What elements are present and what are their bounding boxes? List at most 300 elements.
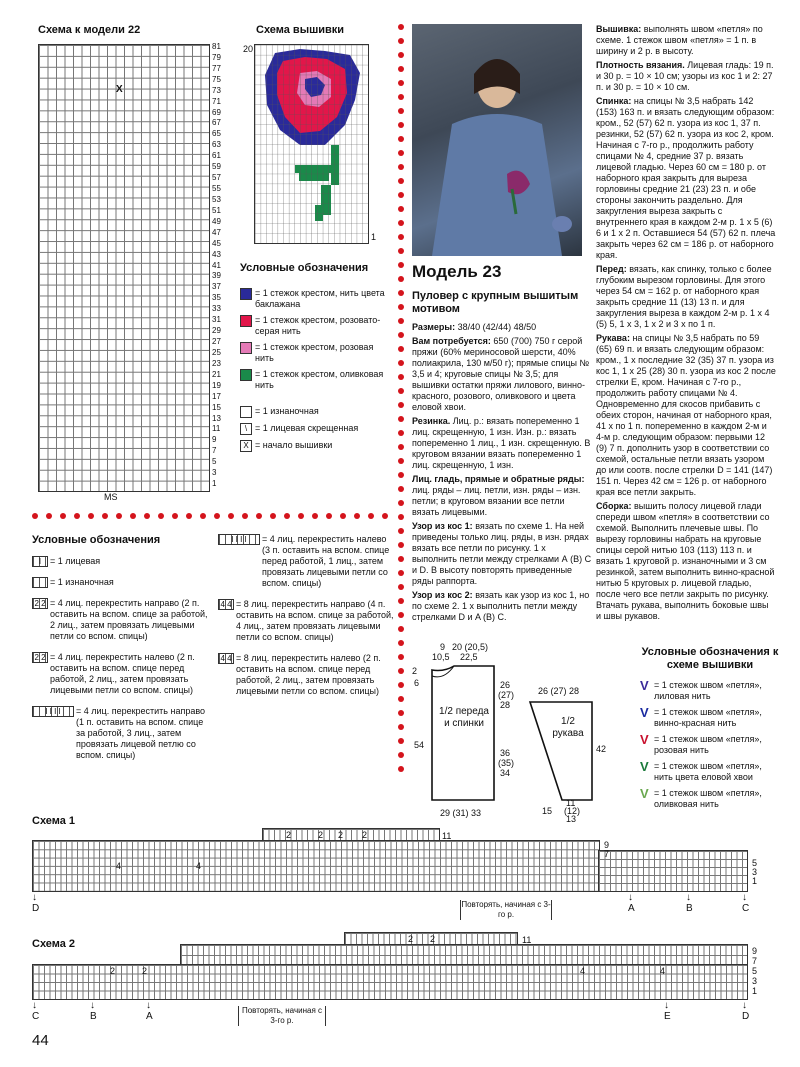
scheme22-row-number: 59 <box>212 162 221 172</box>
main-legend-text: = 4 лиц. перекрестить налево (2 п. оставить на вспом. спице перед работой, 2 лиц., затем провязать лицевыми петли со вспом. спицы) <box>50 652 195 695</box>
scheme22-row-number: 57 <box>212 173 221 183</box>
pattern-body-right2-c: 34 <box>500 768 511 778</box>
model23-subtitle: Пуловер с крупным вышитым мотивом <box>412 290 579 315</box>
scheme1-arrow-d-label: D <box>32 903 40 914</box>
red-dot <box>102 513 108 519</box>
right-column-text <box>596 24 776 625</box>
red-dot <box>398 528 404 534</box>
embroidery-motif-grid <box>254 44 369 244</box>
main-legend-text: = 4 лиц. перекрестить налево (3 п. оставить на вспом. спице перед работой, 1 лиц., затем провязать лицевыми петли со вспом. спицы) <box>262 534 390 588</box>
embroidery-legend-text: = 1 изнаночная <box>255 406 319 416</box>
scheme2-row-9: 9 <box>752 946 758 956</box>
scheme22-ms-label: MS <box>104 492 118 502</box>
embroidery-stitch-legend <box>640 646 780 815</box>
embroidery-legend-text: = 1 стежок крестом, нить цвета баклажана <box>255 288 385 309</box>
scheme1-arrow-a: ↓ A <box>628 892 635 914</box>
embroidery-scheme-top-number: 20 <box>243 44 254 54</box>
scheme22-start-mark: X <box>116 84 123 95</box>
red-dot <box>398 192 404 198</box>
symbol-box-icon: X <box>240 440 252 452</box>
model23-paragraph-text: 650 (700) 750 г серой пряжи (60% мериносовой шерсти, 40% полиакрила, 130 м/50 г); прямые спицы № 3,5 и 4; круговые спицы № 3,5; для вышивки остатки пряжи лилового, винно-красного, розового, оливкового и цвета еловой хвои. <box>412 336 590 412</box>
main-legend-items-col2 <box>218 534 396 697</box>
scheme1-arrow-a-label: A <box>628 903 635 914</box>
scheme22-row-number: 1 <box>212 479 217 489</box>
red-dot <box>144 513 150 519</box>
scheme1-repeat-note: Повторять, начиная с 3-го р. <box>461 900 551 919</box>
scheme2-arrow-c: ↓ C <box>32 1000 40 1022</box>
main-legend-col2 <box>218 534 396 707</box>
symbol-box-icon <box>240 406 252 418</box>
flower-motif <box>255 45 368 243</box>
red-dot <box>398 444 404 450</box>
red-dot <box>172 513 178 519</box>
right-column-paragraph <box>596 96 776 261</box>
red-dot <box>398 150 404 156</box>
scheme1-row-1: 1 <box>752 876 758 886</box>
scheme22-row-number: 61 <box>212 151 221 161</box>
red-dot <box>398 584 404 590</box>
scheme2-row-7: 7 <box>752 956 758 966</box>
red-dot <box>326 513 332 519</box>
scheme22-grid <box>38 44 210 492</box>
embroidery-scheme-bottom-number: 1 <box>371 232 377 242</box>
red-dot <box>398 164 404 170</box>
pattern-body-top-d: 22,5 <box>460 652 478 662</box>
main-legend-text: = 8 лиц. перекрестить направо (4 п. оставить на вспом. спице за работой, 4 лиц., затем провязать лицевыми петли со вспом. спицы) <box>236 599 394 642</box>
pattern-sleeve-bottom-right-b: (12) <box>564 806 581 816</box>
red-dot <box>46 513 52 519</box>
pattern-body-height: 54 <box>414 740 425 750</box>
model23-paragraph-label: Узор из кос 1: <box>412 521 473 531</box>
scheme2-cable-label-3: 2 <box>110 966 116 976</box>
symbol-box-icon: \ <box>240 423 252 435</box>
embroidery-stitch-legend-title: Условные обозначения к схеме вышивки <box>641 646 779 671</box>
scheme2-arrow-e: ↓ E <box>664 1000 671 1022</box>
scheme22-row-number: 43 <box>212 249 221 259</box>
model23-paragraph-label: Лиц. гладь, прямые и обратные ряды: <box>412 474 585 484</box>
pattern-body-right2-a: 36 <box>500 748 511 758</box>
embroidery-legend-text: = начало вышивки <box>255 440 333 450</box>
right-column-paragraph-text: выполнять швом «петля» по схеме. 1 стежок швом «петля» = 1 п. в ширину и 2 р. в высоту. <box>596 24 763 56</box>
embroidery-legend <box>240 262 390 457</box>
red-dot <box>398 374 404 380</box>
main-legend-text: = 4 лиц. перекрестить направо (1 п. оставить на вспом. спице за работой, 3 лиц., затем провязать лицевой петлю со вспом. спицы) <box>76 706 206 760</box>
scheme22-row-number: 47 <box>212 227 221 237</box>
embroidery-legend-items2 <box>240 406 390 452</box>
scheme2-arrow-c-label: C <box>32 1011 40 1022</box>
embroidery-legend-item <box>240 423 390 435</box>
red-dot <box>398 38 404 44</box>
scheme22-row-number: 29 <box>212 326 221 336</box>
red-dot <box>200 513 206 519</box>
main-legend-text: = 1 лицевая <box>50 556 101 566</box>
scheme1-arrow-c: ↓ C <box>742 892 750 914</box>
red-dot <box>398 542 404 548</box>
red-dot <box>398 360 404 366</box>
scheme22-row-number: 81 <box>212 42 221 51</box>
pattern-body-right-b: (27) <box>498 690 515 700</box>
main-legend-item <box>32 556 212 567</box>
scheme1-cable-label-2: 2 <box>318 830 324 840</box>
right-column-paragraph <box>596 264 776 330</box>
red-dot <box>398 430 404 436</box>
red-dot <box>398 80 404 86</box>
pattern-sleeve-bottom-right-a: 11 <box>566 798 576 808</box>
embroidery-legend-text: = 1 стежок крестом, розовато-серая нить <box>255 315 381 336</box>
scheme22-row-number: 77 <box>212 63 221 73</box>
model23-paragraph-text: Лиц. р.: вязать попеременно 1 лиц. скрещенную, 1 изн. Изн. р.: вязать попеременно 1 лиц., 1 изн. скрещенную. В круговом вязании вязать попеременно 1 лиц. скрещенную, 1 изн. <box>412 416 591 470</box>
pattern-body-bottom: 29 (31) 33 <box>440 808 482 818</box>
scheme22-title: Схема к модели 22 <box>38 24 141 36</box>
scheme22-row-number: 79 <box>212 52 221 62</box>
main-legend-text: = 1 изнаночная <box>50 577 114 587</box>
red-dot <box>398 388 404 394</box>
red-dot <box>256 513 262 519</box>
red-dot <box>398 612 404 618</box>
model23-paragraph-label: Размеры: <box>412 322 456 332</box>
right-column-paragraph-label: Спинка: <box>596 96 632 106</box>
scheme22-row-number: 33 <box>212 304 221 314</box>
red-dot <box>340 513 346 519</box>
red-dot <box>158 513 164 519</box>
main-legend-item <box>32 577 212 588</box>
main-legend-title: Условные обозначения <box>32 534 161 546</box>
scheme22-row-number: 25 <box>212 347 221 357</box>
red-dot <box>60 513 66 519</box>
scheme2-cable-label-5: 4 <box>580 966 586 976</box>
cable-symbol-icon: 4 4 <box>218 653 234 664</box>
model-photo <box>412 24 582 256</box>
pattern-body-left-top2: 6 <box>414 678 420 688</box>
pattern-sleeve-bottom-left: 15 <box>542 806 553 816</box>
red-dot-divider-horizontal <box>32 513 396 519</box>
scheme2-cable-label-2: 2 <box>430 934 436 944</box>
pattern-body-label: 1/2 переда и спинки <box>439 706 489 729</box>
scheme1-arrow-c-label: C <box>742 903 750 914</box>
embroidery-stitch-legend-text: = 1 стежок швом «петля», винно-красная нить <box>654 707 762 728</box>
main-legend-item <box>32 652 212 696</box>
red-dot <box>270 513 276 519</box>
main-legend-item <box>218 534 396 589</box>
embroidery-legend-items <box>240 288 390 391</box>
right-column-paragraph-label: Перед: <box>596 264 627 274</box>
embroidery-legend-text: = 1 стежок крестом, розовая нить <box>255 342 374 363</box>
scheme22-row-number: 19 <box>212 380 221 390</box>
page-number: 44 <box>32 1032 49 1049</box>
pattern-sleeve-height: 42 <box>596 744 607 754</box>
red-dot <box>398 262 404 268</box>
pattern-sleeve-label: 1/2 рукава <box>552 716 584 739</box>
right-column-paragraph <box>596 501 776 622</box>
cable-symbol-icon: I <box>32 556 48 567</box>
scheme22-row-number: 67 <box>212 118 221 128</box>
embroidery-stitch-legend-text: = 1 стежок швом «петля», нить цвета еловой хвои <box>654 761 762 782</box>
main-legend-items <box>32 556 212 761</box>
red-dot <box>74 513 80 519</box>
embroidery-stitch-legend-text: = 1 стежок швом «петля», оливковая нить <box>654 788 762 809</box>
scheme22-row-number: 63 <box>212 140 221 150</box>
model23-paragraph-text: вязать по схеме 1. На ней приведены только лиц. ряды, в изн. рядах вязать все петли по рисунку. 1 х выполнить петли между стрелками А (В) С и D. В высоту повторять приведенные ряды раппорта. <box>412 521 592 586</box>
embroidery-legend-item <box>240 315 390 337</box>
pattern-sleeve-top: 26 (27) 28 <box>538 686 580 696</box>
scheme22-row-number: 53 <box>212 194 221 204</box>
embroidery-stitch-legend-item <box>640 680 780 702</box>
embroidery-stitch-legend-item <box>640 734 780 756</box>
red-dot <box>242 513 248 519</box>
scheme22-row-number: 13 <box>212 413 221 423</box>
scheme22-row-number: 51 <box>212 205 221 215</box>
red-dot <box>398 626 404 632</box>
scheme22-row-number: 39 <box>212 271 221 281</box>
scheme22-row-number: 71 <box>212 96 221 106</box>
red-dot <box>398 178 404 184</box>
red-dot <box>298 513 304 519</box>
scheme22-row-number: 9 <box>212 435 217 445</box>
color-swatch-icon <box>240 342 252 354</box>
cable-symbol-icon: 2 2 <box>32 598 48 609</box>
red-dot <box>398 248 404 254</box>
scheme22-row-number: 49 <box>212 216 221 226</box>
right-column-paragraph-label: Вышивка: <box>596 24 642 34</box>
red-dot <box>398 472 404 478</box>
red-dot <box>382 513 388 519</box>
model-photo-illustration <box>412 24 582 256</box>
scheme2-arrow-b: ↓ B <box>90 1000 97 1022</box>
scheme2-row-5: 5 <box>752 966 758 976</box>
right-column-paragraph-label: Рукава: <box>596 333 630 343</box>
main-legend-item <box>218 599 396 643</box>
pattern-body-right2-b: (35) <box>498 758 515 768</box>
red-dot <box>398 514 404 520</box>
red-dot <box>398 234 404 240</box>
embroidery-scheme-title: Схема вышивки <box>256 24 345 36</box>
red-dot <box>398 122 404 128</box>
model23-paragraph-label: Резинка. <box>412 416 451 426</box>
scheme22-row-number: 75 <box>212 74 221 84</box>
model23-paragraph <box>412 521 592 587</box>
main-legend-text: = 4 лиц. перекрестить направо (2 п. оставить на вспом. спице за работой, 2 лиц., затем провязать лицевыми петли со вспом. спицы) <box>50 598 208 641</box>
right-column-paragraph <box>596 333 776 498</box>
stitch-v-icon: V <box>640 678 649 693</box>
pattern-body-top-a: 9 <box>440 642 446 652</box>
right-column-paragraph-text: на спицы № 3,5 набрать по 59 (65) 69 п. и вязать следующим образом: кром., 1 х последние 32 (35) 37 п. узора из кос 1, 1 х 25 (28) 30 п. узора из кос 2 после стрелки E, кром. Начиная с 7-го р., продолжить работу спицами № 4. Одновременно для скосов прибавить с обеих сторон, начиная от наборного края, 41 х по 1 п. попеременно в каждом 2-м и 4-м р. следующим образом: первыми 12 (9) 7 п. дополнить узор в соответствии со схемой, остальные петли вязать узором до или соотв. после стрелки D = 141 (147) 151 п. Через 42 см = 126 р. от наборного края все петли закрыть. <box>596 333 776 497</box>
pattern-body-top-b: 10,5 <box>432 652 450 662</box>
pattern-body-left-top: 2 <box>412 666 418 676</box>
scheme1-cable-label-1: 2 <box>286 830 292 840</box>
embroidery-legend-item <box>240 369 390 391</box>
cable-symbol-icon: 4 4 <box>218 599 234 610</box>
scheme22-row-number: 27 <box>212 337 221 347</box>
scheme2-arrow-e-label: E <box>664 1011 671 1022</box>
model23-paragraph-text: лиц. ряды – лиц. петли, изн. ряды – изн. петли; в круговом вязании все петли вязать лицевыми. <box>412 485 581 517</box>
stitch-v-icon: V <box>640 786 649 801</box>
red-dot <box>398 318 404 324</box>
scheme1-grid-right <box>598 850 748 892</box>
model23-paragraph-label: Вам потребуется: <box>412 336 491 346</box>
scheme22-row-number: 11 <box>212 424 221 434</box>
stitch-v-icon: V <box>640 759 649 774</box>
scheme1-arrow-b-label: B <box>686 903 693 914</box>
model23-paragraph <box>412 590 592 623</box>
red-dot <box>32 513 38 519</box>
red-dot <box>398 458 404 464</box>
embroidery-legend-text: = 1 стежок крестом, оливковая нить <box>255 369 384 390</box>
main-legend-text: = 8 лиц. перекрестить налево (2 п. оставить на вспом. спице перед работой, 2 лиц., затем провязать лицевыми петли со вспом. спицы) <box>236 653 381 696</box>
scheme22-row-number: 7 <box>212 446 217 456</box>
scheme1-cable-label-5: 4 <box>116 861 122 871</box>
scheme1-row-3: 3 <box>752 867 758 877</box>
embroidery-stitch-legend-text: = 1 стежок швом «петля», лиловая нить <box>654 680 762 701</box>
red-dot <box>186 513 192 519</box>
scheme1-arrow-b: ↓ B <box>686 892 693 914</box>
color-swatch-icon <box>240 288 252 300</box>
model23-text <box>412 322 592 623</box>
main-legend <box>32 534 212 771</box>
scheme1-row-7: 7 <box>604 849 610 859</box>
cable-symbol-icon <box>32 577 48 588</box>
red-dot <box>398 598 404 604</box>
embroidery-legend-item <box>240 342 390 364</box>
stitch-v-icon: V <box>640 732 649 747</box>
embroidery-stitch-legend-item <box>640 788 780 810</box>
red-dot <box>116 513 122 519</box>
red-dot <box>284 513 290 519</box>
scheme22-row-numbers <box>212 42 232 490</box>
red-dot <box>398 332 404 338</box>
color-swatch-icon <box>240 369 252 381</box>
embroidery-stitch-legend-text: = 1 стежок швом «петля», розовая нить <box>654 734 762 755</box>
main-legend-item <box>32 706 212 761</box>
embroidery-stitch-legend-item <box>640 761 780 783</box>
scheme2-arrow-a: ↓ A <box>146 1000 153 1022</box>
scheme1-row-5: 5 <box>752 858 758 868</box>
scheme2-cable-label-1: 2 <box>408 934 414 944</box>
pattern-body-right-c: 28 <box>500 700 511 710</box>
scheme1-cable-label-3: 2 <box>338 830 344 840</box>
red-dot <box>398 556 404 562</box>
red-dot <box>354 513 360 519</box>
main-legend-item <box>218 653 396 697</box>
model23-section <box>412 262 592 626</box>
scheme1-cable-label-4: 2 <box>362 830 368 840</box>
scheme22-row-number: 35 <box>212 293 221 303</box>
scheme2-row-3: 3 <box>752 976 758 986</box>
red-dot <box>398 570 404 576</box>
red-dot <box>398 66 404 72</box>
scheme22-row-number: 3 <box>212 468 217 478</box>
scheme22-row-number: 21 <box>212 369 221 379</box>
scheme22-row-number: 69 <box>212 107 221 117</box>
right-column-paragraph-text: вязать, как спинку, только с более глубоким вырезом горловины. Для этого через 54 см = 162 р. от наборного края закрыть средние 11 (13) 13 п. и для закругления выреза в каждом 2-м р. 1 х 4 (5) 5, 1 х 3, 1 х 2 и 3 х по 1 п. <box>596 264 772 329</box>
scheme22-row-number: 15 <box>212 402 221 412</box>
embroidery-legend-item <box>240 288 390 310</box>
red-dot <box>398 206 404 212</box>
cable-symbol-icon: I I I I <box>32 706 74 717</box>
pattern-body-top-c: 20 (20,5) <box>452 642 489 652</box>
scheme1-cable-label-6: 4 <box>196 861 202 871</box>
pattern-body-right-a: 26 <box>500 680 511 690</box>
scheme2-row-11: 11 <box>522 935 532 945</box>
red-dot <box>398 346 404 352</box>
red-dot <box>398 108 404 114</box>
red-dot <box>398 52 404 58</box>
scheme2-arrow-d: ↓ D <box>742 1000 750 1022</box>
red-dot <box>398 276 404 282</box>
main-legend-item <box>32 598 212 642</box>
right-column-paragraph-text: на спицы № 3,5 набрать 142 (153) 163 п. и вязать следующим образом: кром., 52 (57) 62 п. узора из кос 1, 37 п. резинки, 52 (57) 62 п. узора из кос 2, кром. Начиная с 7-го р., продолжить работу спицами № 4, средние 37 р. вязать лицевой гладью. Через 60 см = 180 р. от наборного края закрыть для выреза горловины средние 21 (23) 23 п. и обе стороны закончить раздельно. Для закругления выреза закрыть с внутреннего края в каждом 2-м р. 1 х 5 (6) 6 и 1 х 2 п. Оставшиеся 54 (57) 62 п. плеча закрыть через 62 см = 186 р. от наборного края. <box>596 96 776 260</box>
scheme2-repeat-note: Повторять, начиная с 3-го р. <box>238 1006 326 1026</box>
red-dot <box>398 500 404 506</box>
red-dot <box>214 513 220 519</box>
red-dot <box>130 513 136 519</box>
red-dot <box>368 513 374 519</box>
model23-paragraph <box>412 322 592 333</box>
cable-symbol-icon: I I I I <box>218 534 260 545</box>
right-column-paragraph-label: Плотность вязания. <box>596 60 685 70</box>
scheme22-row-number: 41 <box>212 260 221 270</box>
embroidery-legend-item <box>240 406 390 418</box>
red-dot <box>398 220 404 226</box>
scheme22-row-number: 31 <box>212 315 221 325</box>
stitch-v-icon: V <box>640 705 649 720</box>
scheme22-row-number: 17 <box>212 391 221 401</box>
red-dot <box>398 24 404 30</box>
scheme2-arrow-d-label: D <box>742 1011 750 1022</box>
model23-paragraph <box>412 474 592 518</box>
right-column-paragraph-text: вышить полосу лицевой глади спереди швом «петля» в соответствии со схемой. Выполнить плечевые швы. По вырезу горловины набрать на круговые спицы серой нитью 103 (113) 113 п. и вязать 1 круговой р. изнаночными и 3 см резинкой, затем выполнить винно-красной нитью 5 круговых р. лицевой гладью, после чего все петли закрыть по рисунку. Втачать рукава, выполнить боковые швы и швы рукавов. <box>596 501 775 621</box>
scheme22-row-number: 45 <box>212 238 221 248</box>
right-column-paragraph-label: Сборка: <box>596 501 632 511</box>
right-column-paragraph-text: Лицевая гладь: 19 п. и 30 р. = 10 × 10 см; узоры из кос 1 и 2: 27 п. и 30 р. = 10 × 10 см. <box>596 60 774 92</box>
right-column-paragraph <box>596 24 776 57</box>
red-dot <box>398 136 404 142</box>
embroidery-legend-title: Условные обозначения <box>240 262 369 274</box>
model23-paragraph <box>412 336 592 413</box>
scheme1-title: Схема 1 <box>32 815 76 827</box>
model23-paragraph <box>412 416 592 471</box>
red-dot <box>398 304 404 310</box>
red-dot <box>88 513 94 519</box>
scheme22-row-number: 65 <box>212 129 221 139</box>
scheme22-row-number: 23 <box>212 358 221 368</box>
red-dot <box>228 513 234 519</box>
scheme1-row-11: 11 <box>442 831 452 841</box>
red-dot <box>398 94 404 100</box>
right-column-paragraph <box>596 60 776 93</box>
scheme1-row-9: 9 <box>604 840 610 850</box>
scheme2-arrow-b-label: B <box>90 1011 97 1022</box>
embroidery-legend-item <box>240 440 390 452</box>
embroidery-legend-text: = 1 лицевая скрещенная <box>255 423 359 433</box>
scheme2-grid <box>32 964 748 1000</box>
scheme22-row-number: 37 <box>212 282 221 292</box>
embroidery-stitch-legend-items <box>640 680 780 810</box>
cable-symbol-icon: 2 2 <box>32 652 48 663</box>
model23-paragraph-text: 38/40 (42/44) 48/50 <box>455 322 537 332</box>
model23-paragraph-text: вязать как узор из кос 1, но по схеме 2. 1 х выполнить петли между стрелками D и A (B) C. <box>412 590 590 622</box>
red-dot <box>398 416 404 422</box>
scheme2-grid-mid <box>180 944 748 966</box>
scheme2-row-1: 1 <box>752 986 758 996</box>
pattern-sleeve-bottom-right-c: 13 <box>566 814 577 824</box>
red-dot <box>398 402 404 408</box>
embroidery-stitch-legend-item <box>640 707 780 729</box>
pattern-sleeve <box>516 680 636 830</box>
color-swatch-icon <box>240 315 252 327</box>
scheme1-arrow-d: ↓ D <box>32 892 40 914</box>
scheme22-row-number: 73 <box>212 85 221 95</box>
scheme2-cable-label-6: 4 <box>660 966 666 976</box>
